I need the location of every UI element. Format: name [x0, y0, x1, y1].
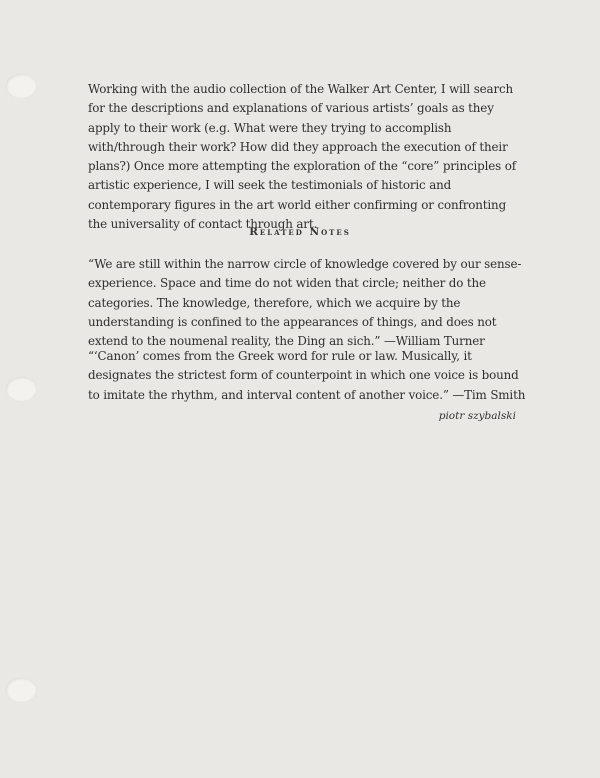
punch-hole	[6, 74, 36, 98]
quote-paragraph: “‘Canon’ comes from the Greek word for rule or law. Musically, it designates the strictest form of counterpoint in which one voice is bound to imitate the rhythm, and interval content of another voice.” —Tim Smith	[88, 349, 526, 402]
section-heading: Related Notes	[249, 226, 351, 238]
punch-hole	[6, 377, 36, 401]
quote-paragraph: “We are still within the narrow circle of knowledge covered by our sense-experience. Space and time do not widen that circle; neither do the categories. The knowledge, therefore, which we acquire by the understanding is confined to the appearances of things, and does not extend to the noumenal reality, the Ding an sich.” —William Turner	[88, 257, 522, 349]
intro-paragraph: Working with the audio collection of the Walker Art Center, I will search for the descriptions and explanations of various artists’ goals as they apply to their work (e.g. What were they trying to accomplish with/through their work? How did they approach the execution of their plans?) Once more attempting the exploration of the “core” principles of artistic experience, I will seek the testimonials of historic and contemporary figures in the art world either confirming or confronting the universality of contact through art.	[88, 82, 516, 232]
punch-hole	[6, 678, 36, 702]
author-signature: piotr szybalski	[438, 410, 516, 422]
